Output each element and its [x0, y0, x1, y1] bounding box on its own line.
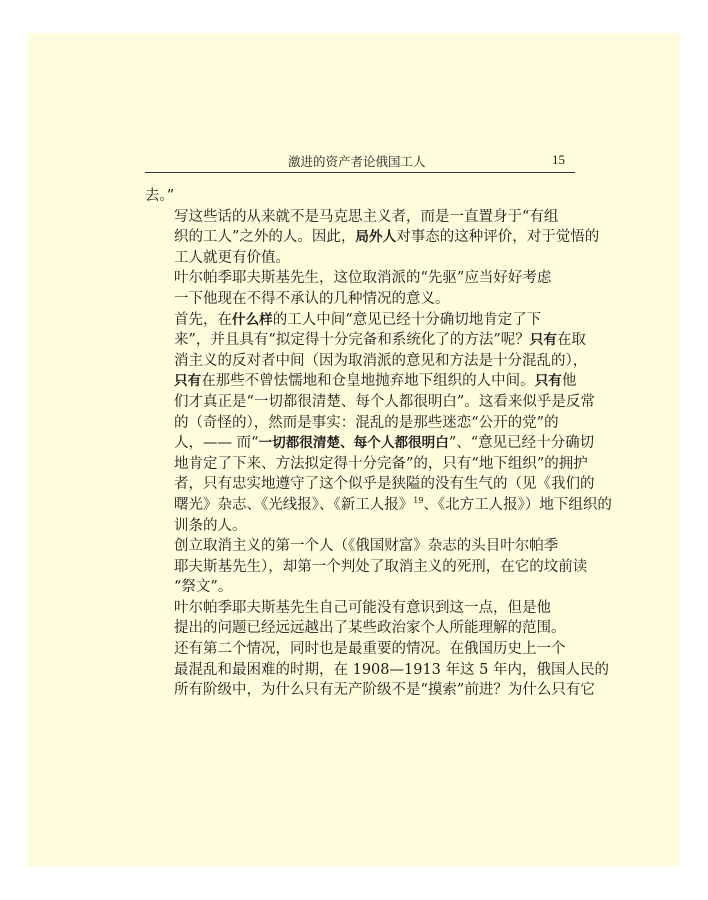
text-line	[145, 495, 612, 516]
text-line	[145, 454, 588, 475]
text-run: 对事态的这种评价，对于觉悟的	[396, 229, 600, 246]
text-run: 在取	[556, 332, 586, 349]
text-line	[145, 186, 579, 207]
text-run: 他	[561, 373, 577, 390]
emphasis-text: 局外人	[355, 229, 397, 246]
text-run: 消主义的反对者中间（因为取消派的意见和方法是十分混乱的），	[174, 352, 588, 369]
text-run: ”、“意见已经十分确切	[448, 435, 595, 452]
text-run: 叶尔帕季耶夫斯基先生，这位取消派的“先驱”应当好好考虑	[174, 270, 552, 287]
running-title: 激进的资产者论俄国工人	[288, 154, 426, 169]
page-number: 15	[552, 152, 565, 167]
paragraph	[145, 268, 579, 309]
text-line	[145, 207, 579, 228]
text-line	[145, 227, 600, 248]
text-run: 还有第二个情况，同时也是最重要的情况。在俄国历史上一个	[174, 641, 566, 658]
paragraph	[145, 598, 579, 639]
text-line	[145, 248, 579, 269]
text-run: 的工人中间“意见已经十分确切地肯定了下	[272, 311, 542, 328]
emphasis-text: 只有	[529, 332, 557, 349]
text-run: 曙光》杂志、《光线报》、《新工人报》	[174, 496, 414, 513]
emphasis-text: 只有	[534, 373, 562, 390]
paragraph	[145, 639, 609, 701]
footnote-ref: 19	[413, 496, 424, 506]
emphasis-text: 一切都很清楚、每个人都很明白	[258, 435, 449, 452]
text-run: 、《北方工人报》）地下组织的	[423, 496, 612, 513]
text-line	[145, 330, 586, 351]
text-run: 来”，并且具有“拟定得十分完备和系统化了的方法”呢？	[174, 332, 530, 349]
text-line	[145, 536, 579, 557]
text-run: 耶夫斯基先生），却第一个判处了取消主义的死刑，在它的坟前读	[174, 558, 588, 575]
text-run: 提出的问题已经远远越出了某些政治家个人所能理解的范围。	[174, 620, 566, 637]
text-line	[145, 474, 595, 495]
text-run: 人，—— 而“	[174, 435, 259, 452]
text-run: 工人就更有价值。	[174, 249, 290, 266]
text-line	[145, 310, 579, 331]
text-line	[145, 392, 595, 413]
paragraph	[145, 536, 588, 598]
paragraph	[145, 207, 600, 269]
body-text	[145, 186, 612, 701]
text-line	[145, 557, 588, 578]
text-line	[145, 289, 579, 310]
text-run: 叶尔帕季耶夫斯基先生自己可能没有意识到这一点，但是他	[174, 599, 551, 616]
text-line	[145, 598, 579, 619]
paragraph	[145, 310, 612, 537]
text-run: “祭文”。	[174, 579, 233, 596]
text-run: 创立取消主义的第一个人（《俄国财富》杂志的头目叶尔帕季	[174, 538, 559, 555]
text-run: 者，只有忠实地遵守了这个似乎是狭隘的没有生气的（见《我们的	[174, 476, 595, 493]
text-run: 首先，在	[174, 311, 232, 328]
text-run: 地肯定了下来、方法拟定得十分完备”的，只有“地下组织”的拥护	[174, 455, 588, 472]
text-line	[145, 516, 579, 537]
text-run: 去。”	[145, 188, 175, 204]
text-run: 最混乱和最困难的时期，在 1908—1913 年这 5 年内，俄国人民的	[174, 661, 609, 678]
text-line	[145, 413, 579, 434]
text-line	[145, 618, 579, 639]
running-header	[145, 150, 575, 173]
emphasis-text: 只有	[174, 373, 202, 390]
text-line	[145, 680, 595, 701]
text-line	[145, 660, 609, 681]
text-line	[145, 351, 588, 372]
text-line	[145, 371, 579, 392]
text-line	[145, 268, 579, 289]
text-run: 织的工人”之外的人。因此，	[174, 229, 356, 246]
text-line	[145, 433, 595, 454]
text-run: 训条的人。	[174, 517, 247, 534]
paragraph	[145, 186, 579, 207]
text-run: 一下他现在不得不承认的几种情况的意义。	[174, 290, 450, 307]
emphasis-text: 什么样	[232, 311, 273, 328]
text-line	[145, 577, 579, 598]
text-run: 在那些不曾怯懦地和仓皇地抛弃地下组织的人中间。	[201, 373, 535, 390]
text-run: 写这些话的从来就不是马克思主义者，而是一直置身于“有组	[174, 208, 559, 225]
text-line	[145, 639, 579, 660]
text-run: 们才真正是“一切都很清楚、每个人都很明白”。这看来似乎是反常	[174, 393, 595, 410]
text-run: 的（奇怪的），然而是事实：混乱的是那些迷恋“公开的党”的	[174, 414, 559, 431]
text-run: 所有阶级中，为什么只有无产阶级不是“摸索”前进？为什么只有它	[174, 682, 595, 699]
